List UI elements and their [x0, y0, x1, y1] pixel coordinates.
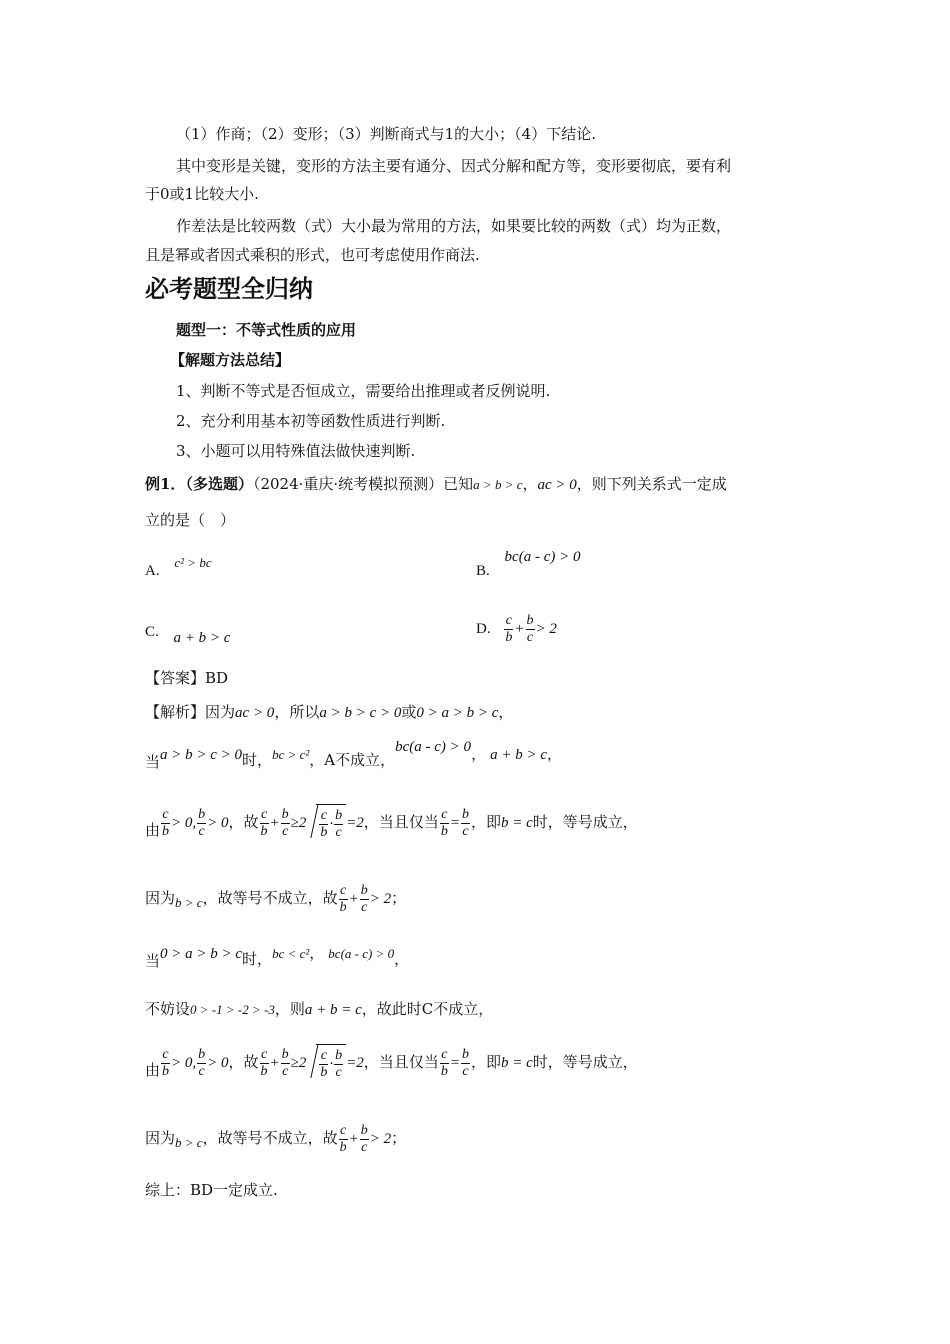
answer-value: BD — [205, 669, 229, 687]
option-b-expr: bc(a - c) > 0 — [504, 549, 581, 565]
analysis-line1: 【解析】因为ac > 0，所以a > b > c > 0或0 > a > b > c， — [145, 703, 514, 721]
analysis-line4: 因为b > c，故等号不成立，故 $\frac{c}{b}$ + $\frac{b}{c}$ > 2； — [145, 882, 407, 915]
analysis-line6: 不妨设0 > -1 > -2 > -3，则a + b = c，故此时C不成立， — [145, 1000, 494, 1018]
para2-line2: 且是幂或者因式乘积的形式，也可考虑使用作商法. — [145, 246, 480, 264]
para1-line2: 于0或1比较大小. — [145, 185, 259, 203]
frac-c-over-b: $\frac{c}{b}$ — [505, 612, 513, 645]
example-cond2: ac > 0 — [537, 477, 577, 493]
example-source: （2024·重庆·统考模拟预测）已知 — [252, 475, 474, 493]
sqrt-symbol: $\frac{c}{b}$ · $\frac{b}{c}$ — [316, 1044, 346, 1082]
example-cond1: a > b > c — [473, 477, 523, 492]
option-d-label: D. — [476, 621, 491, 637]
option-d-expr: $\frac{c}{b}$ + $\frac{b}{c}$ > 2 — [505, 612, 557, 645]
option-a-expr: c² > bc — [174, 555, 212, 570]
example-label: 例1． — [145, 475, 186, 493]
sqrt-symbol: $\frac{c}{b}$ · $\frac{b}{c}$ — [316, 804, 346, 842]
conclusion-line: 综上：BD一定成立. — [145, 1181, 278, 1199]
example-tail: ，则下列关系式一定成 — [576, 475, 727, 493]
frac-b-over-c: $\frac{b}{c}$ — [526, 612, 534, 645]
answer-line — [145, 668, 228, 688]
method-2: 2、充分利用基本初等函数性质进行判断. — [176, 412, 446, 430]
steps-line: （1）作商；（2）变形；（3）判断商式与1的大小；（4）下结论. — [176, 125, 596, 143]
option-c[interactable] — [145, 621, 231, 646]
para2-line1: 作差法是比较两数（式）大小最为常用的方法，如果要比较的两数（式）均为正数， — [176, 217, 732, 235]
method-3: 3、小题可以用特殊值法做快速判断. — [176, 442, 416, 460]
analysis-line3: 由 $\frac{c}{b}$ > 0, $\frac{b}{c}$ > 0，故 $\frac{c}{b}$ + $\frac{b}{c}$ ≥2 $\frac{c}{b}$ · $\frac{b}{c}$ =2，当且仅当 $\frac{c}{b}$ = $\frac{b}{c}$ ，即b = c时，等号成立， — [145, 804, 638, 842]
answer-label: 【答案】 — [145, 669, 206, 687]
option-b-label: B. — [476, 563, 490, 579]
type-title: 题型一：不等式性质的应用 — [176, 321, 357, 339]
method-title: 【解题方法总结】 — [170, 351, 291, 369]
section-title: 必考题型全归纳 — [145, 275, 313, 303]
analysis-label: 【解析】 — [145, 703, 206, 721]
example-line1 — [145, 474, 727, 495]
option-c-expr: a + b > c — [173, 630, 231, 646]
example-sep: ， — [522, 475, 538, 493]
analysis-line8: 因为b > c，故等号不成立，故 $\frac{c}{b}$ + $\frac{b}{c}$ > 2； — [145, 1122, 407, 1155]
analysis-line7: 由 $\frac{c}{b}$ > 0, $\frac{b}{c}$ > 0，故 $\frac{c}{b}$ + $\frac{b}{c}$ ≥2 $\frac{c}{b}$ · $\frac{b}{c}$ =2，当且仅当 $\frac{c}{b}$ = $\frac{b}{c}$ ，即b = c时，等号成立， — [145, 1044, 638, 1082]
analysis-line2: 当a > b > c > 0时，bc > c²，A不成立，bc(a - c) > 0， a + b > c， — [145, 739, 562, 771]
option-a-label: A. — [145, 563, 160, 579]
option-b[interactable] — [476, 549, 581, 581]
analysis-line5: 当0 > a > b > c时，bc < c²， bc(a - c) > 0， — [145, 944, 410, 970]
para1-line1: 其中变形是关键，变形的方法主要有通分、因式分解和配方等，变形要彻底，要有利 — [176, 157, 732, 175]
option-c-label: C. — [145, 624, 159, 640]
option-a[interactable] — [145, 555, 212, 581]
example-tag: （多选题） — [185, 475, 253, 493]
method-1: 1、判断不等式是否恒成立，需要给出推理或者反例说明. — [176, 382, 551, 400]
example-line2: 立的是（ ） — [145, 511, 236, 529]
option-d[interactable] — [476, 608, 557, 649]
